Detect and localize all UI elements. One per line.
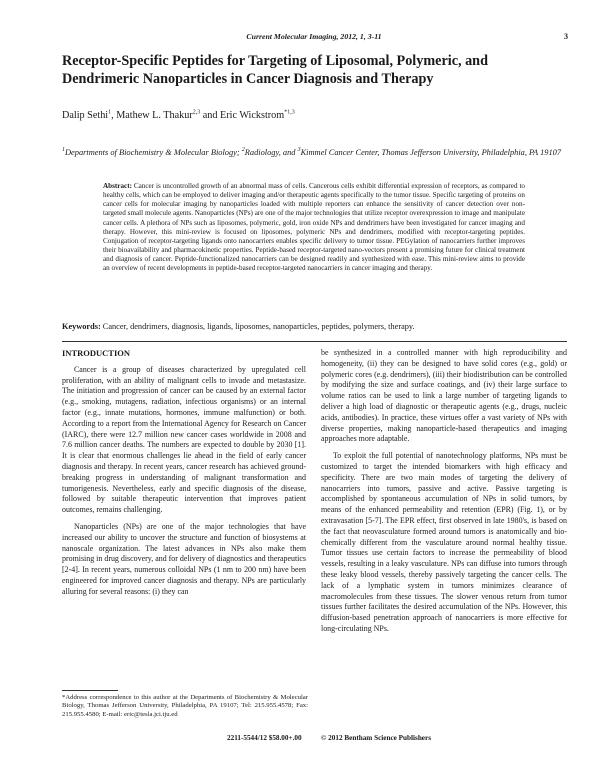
author-name: Dalip Sethi <box>62 110 109 121</box>
paper-title: Receptor-Specific Peptides for Targeting of Liposomal, Polymeric, and Dendrimeric Nanoparticles in Cancer Diagnosis and Therapy <box>62 53 488 87</box>
affiliation-text: Radiology, and <box>244 148 298 157</box>
left-column <box>62 348 306 604</box>
author-list <box>62 110 295 121</box>
affiliation-text: Departments of Biochemistry & Molecular Biology; <box>65 148 242 157</box>
abstract-text: Cancer is uncontrolled growth of an abnormal mass of cells. Cancerous cells exhibit differential expression of receptors, as compared to healthy cells, which can be employed to deliver imaging and/or therapeutic agents specifically to the tumor tissue. Specific targeting of proteins on cancer cells for molecular imaging by nanoparticles loaded with multiple reporters can enhance the sensitivity of cancer detection over non-targeted small molecule agents. Nanoparticles (NPs) are one of the major technologies that utilize receptor overexpression to image and manipulate cancer cells. A plethora of NPs such as liposomes, polymeric, gold, iron oxide NPs and dendrimers have been investigated for cancer imaging and therapy. However, this mini-review is focused on liposomes, polymeric NPs and dendrimers, modified with receptor-targeting peptides. Conjugation of receptor-targeting ligands onto nanocarriers enables specific delivery to tumor tissue. PEGylation of nanocarriers further improves their bioavailability and pharmacokinetic properties. Peptide-based receptor-targeted nano-vectors present a promising future for clinical treatment and diagnosis of cancer. Peptide-functionalized nanocarriers can be designed readily and synthesized with ease. This mini-review aims to provide an overview of recent developments in peptide-based receptor-targeted nanocarriers in cancer imaging and therapy. <box>103 182 525 273</box>
body-paragraph: To exploit the full potential of nanotechnology platforms, NPs must be customized to target the intended biomarkers with high efficacy and specificity. There are two main modes of targeting the delivery of nanocarriers into tumors, passive and active. Passive targeting is accomplished by spontaneous accumulation of NPs in solid tumors, by means of the enhanced permeability and retention (EPR) (Fig. 1), or by extravasation [5-7]. The EPR effect, first observed in late 1980's, is based on the fact that neovasculature formed around tumors is anatomically and bio-chemically different from the vasculature around normal healthy tissue. Tumor tissues use certain factors to increase the permeability of blood vessels, resulting in a leaky vasculature. NPs can diffuse into tumors through these leaky blood vessels, thereby passively targeting the cancer cells. The lack of a lymphatic system in tumors minimizes clearance of macromolecules from these tissues. The slower venous return from tumor tissues further facilitates the desired accumulation of the NPs. However, this diffusion-based penetration approach of nanocarriers is more effective for long-circulating NPs. <box>321 451 567 633</box>
body-paragraph: Cancer is a group of diseases characterized by upregulated cell proliferation, with an ability of malignant cells to invade and metastasize. The initiation and progression of cancer can be caused by an external factor (e.g., smoking, mutagens, radiation, infectious organisms) or an internal factor (e.g., innate mutations, hormones, immune malfunction) or both. According to a report from the International Agency for Research on Cancer (IARC), there were 12.7 million new cancer cases worldwide in 2008 and 7.6 million cancer deaths. The numbers are expected to double by 2030 [1]. It is clear that enormous challenges lie ahead in the field of early cancer diagnosis and therapy. In recent years, cancer research has achieved ground-breaking progress in understanding of malignant transformation and tumorigenesis. Nevertheless, early and specific diagnosis of the disease, followed by suitable therapeutic intervention that improves patient outcomes, remains challenging. <box>62 364 306 515</box>
correspondence-footnote: *Address correspondence to this author at the Departments of Biochemistry & Molecular Biology, Thomas Jefferson University, Philadelphia, PA 19107; Tel: 215.955.4578; Fax: 215.955.4580; E-mail: eric@tesla.jci.tju.ed <box>62 694 308 718</box>
keywords-text: Cancer, dendrimers, diagnosis, ligands, liposomes, nanoparticles, peptides, polymers, therapy. <box>100 322 415 331</box>
right-column <box>321 348 567 641</box>
page-number: 3 <box>564 32 568 41</box>
footnote-divider <box>62 690 118 691</box>
issn-price: 2211-5544/12 $58.00+.00 <box>227 734 302 742</box>
affiliation-mark: 1 <box>62 147 65 154</box>
author-name: Eric Wickstrom <box>220 110 285 121</box>
keywords-label: Keywords: <box>62 322 101 331</box>
abstract-label: Abstract: <box>103 182 132 190</box>
author-affiliation-mark: 1 <box>108 109 112 116</box>
body-paragraph: be synthesized in a controlled manner with high reproducibility and homogeneity, (ii) they can be designed to have solid cores (e.g., gold) or polymeric cores (e.g. dendrimers), (iii) their biodistribution can be controlled by modifying the size and surface coatings, and (iv) their large surface to volume ratios can be used to link a large number of targeting ligands to deliver a high load of diagnostic or therapeutic agents (e.g., drugs, nucleic acids, antibodies). In practice, these virtues offer a vast variety of NPs with diverse properties, making nanoparticle-based therapeutics and imaging approaches more adaptable. <box>321 348 567 444</box>
keywords <box>62 322 567 331</box>
affiliation-mark: 2 <box>241 147 245 154</box>
author-affiliation-mark: 2,3 <box>192 109 201 116</box>
section-heading: INTRODUCTION <box>62 348 131 358</box>
section-divider <box>62 341 567 342</box>
author-name: Mathew L. Thakur <box>116 110 193 121</box>
affiliation <box>62 147 567 158</box>
author-separator: , <box>111 110 117 121</box>
copyright: © 2012 Bentham Science Publishers <box>321 734 431 742</box>
author-separator: and <box>200 110 221 121</box>
affiliation-mark: 3 <box>297 147 301 154</box>
abstract <box>103 182 525 274</box>
author-affiliation-mark: *1,3 <box>284 109 295 116</box>
affiliation-text: Kimmel Cancer Center, Thomas Jefferson University, Philadelphia, PA 19107 <box>300 148 562 157</box>
running-head: Current Molecular Imaging, 2012, 1, 3-11 <box>246 32 382 41</box>
body-paragraph: Nanoparticles (NPs) are one of the major technologies that have increased our ability to uncover the structure and function of biosystems at nanoscale organization. The latest advances in NPs also make them promising in drug discovery, and for delivery of diagnostics and therapeutics [2-4]. In recent years, numerous colloidal NPs (1 nm to 200 nm) have been engineered for improved cancer diagnosis and therapy. NPs are particularly alluring for several reasons: (i) they can <box>62 521 306 596</box>
